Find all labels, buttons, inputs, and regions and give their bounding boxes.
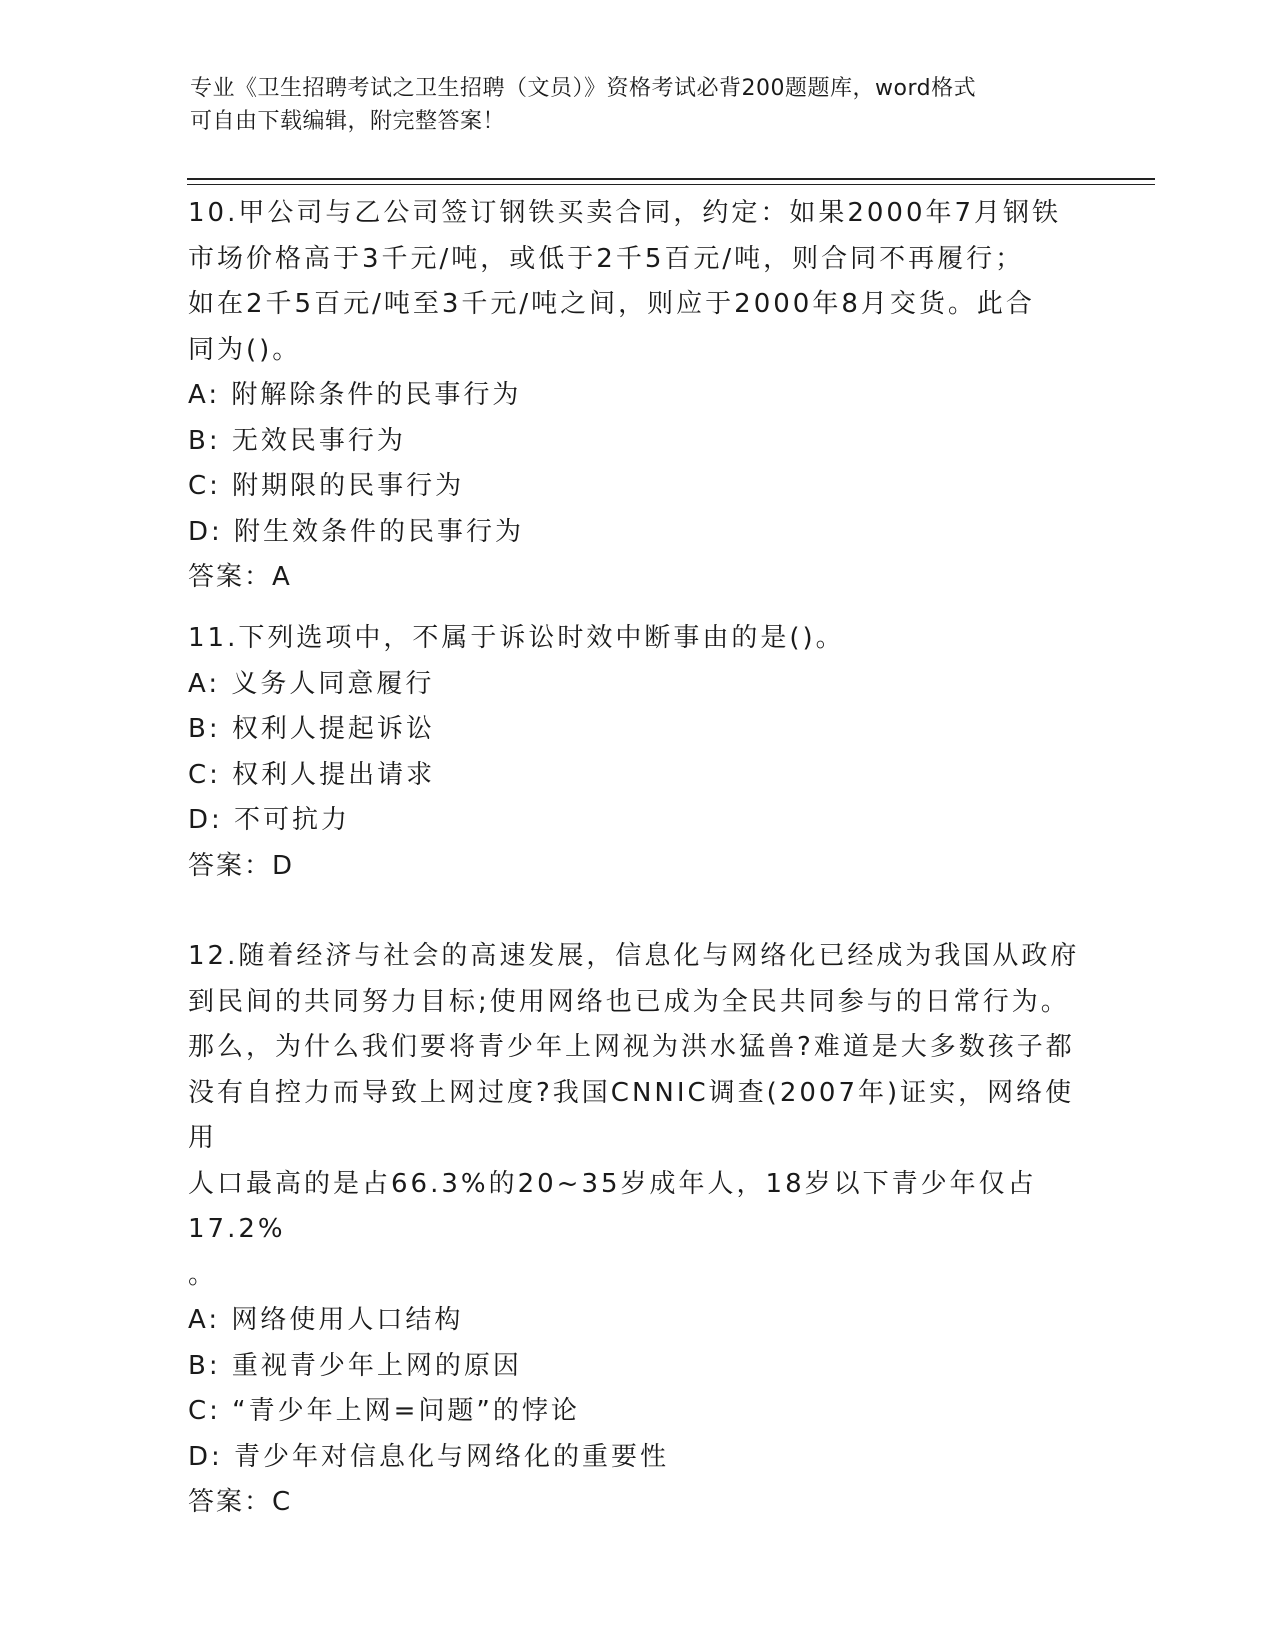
question-stem-line: 没有自控力而导致上网过度?我国CNNIC调查(2007年)证实，网络使用 — [188, 1077, 1075, 1153]
question-stem-line: 人口最高的是占66.3%的20~35岁成年人，18岁以下青少年仅占17.2% — [188, 1168, 1037, 1244]
option-c: C: 权利人提出请求 — [188, 759, 436, 790]
question-stem-line: 如在2千5百元/吨至3千元/吨之间，则应于2000年8月交货。此合 — [188, 289, 1035, 319]
option-a: A: 网络使用人口结构 — [188, 1305, 464, 1335]
answer-label: 答案： — [188, 1487, 273, 1517]
option-c: C: 附期限的民事行为 — [188, 471, 465, 501]
question-stem-line: 11.下列选项中，不属于诉讼时效中断事由的是()。 — [188, 623, 845, 653]
option-d: D: 附生效条件的民事行为 — [188, 516, 525, 547]
answer-value: D — [272, 850, 294, 881]
answer-label: 答案： — [188, 562, 273, 592]
question-stem-line: 那么，为什么我们要将青少年上网视为洪水猛兽?难道是大多数孩子都 — [188, 1032, 1075, 1062]
question-12 — [188, 934, 1088, 1526]
header-divider-thin — [187, 184, 1155, 185]
option-a: A: 义务人同意履行 — [188, 668, 435, 699]
answer-line — [188, 1480, 1088, 1526]
question-stem-line: 市场价格高于3千元/吨，或低于2千5百元/吨，则合同不再履行； — [188, 243, 1025, 274]
header-divider-thick — [187, 178, 1155, 180]
option-d: D: 青少年对信息化与网络化的重要性 — [188, 1441, 670, 1472]
answer-value: C — [272, 1487, 292, 1517]
option-c: C: “青少年上网=问题”的悖论 — [188, 1396, 580, 1426]
question-10 — [188, 191, 1088, 601]
question-stem-line: 到民间的共同努力目标;使用网络也已成为全民共同参与的日常行为。 — [188, 986, 1070, 1017]
option-b: B: 重视青少年上网的原因 — [188, 1350, 522, 1381]
answer-value: A — [272, 562, 291, 592]
header-line-2: 可自由下载编辑，附完整答案！ — [190, 109, 506, 134]
option-b: B: 无效民事行为 — [188, 425, 406, 456]
option-a: A: 附解除条件的民事行为 — [188, 380, 522, 410]
question-stem-line: 。 — [188, 1259, 218, 1290]
question-stem-line: 12.随着经济与社会的高速发展，信息化与网络化已经成为我国从政府 — [188, 941, 1080, 971]
option-d: D: 不可抗力 — [188, 805, 351, 835]
document-header — [190, 72, 1090, 138]
question-11 — [188, 616, 1088, 889]
answer-line — [188, 555, 1088, 601]
question-stem-line: 10.甲公司与乙公司签订钢铁买卖合同，约定：如果2000年7月钢铁 — [188, 198, 1062, 228]
header-line-1: 专业《卫生招聘考试之卫生招聘（文员）》资格考试必背200题题库，word格式 — [190, 76, 977, 101]
question-stem-line: 同为()。 — [188, 334, 302, 365]
answer-line — [188, 844, 1088, 890]
answer-label: 答案： — [188, 850, 273, 881]
option-b: B: 权利人提起诉讼 — [188, 714, 435, 744]
